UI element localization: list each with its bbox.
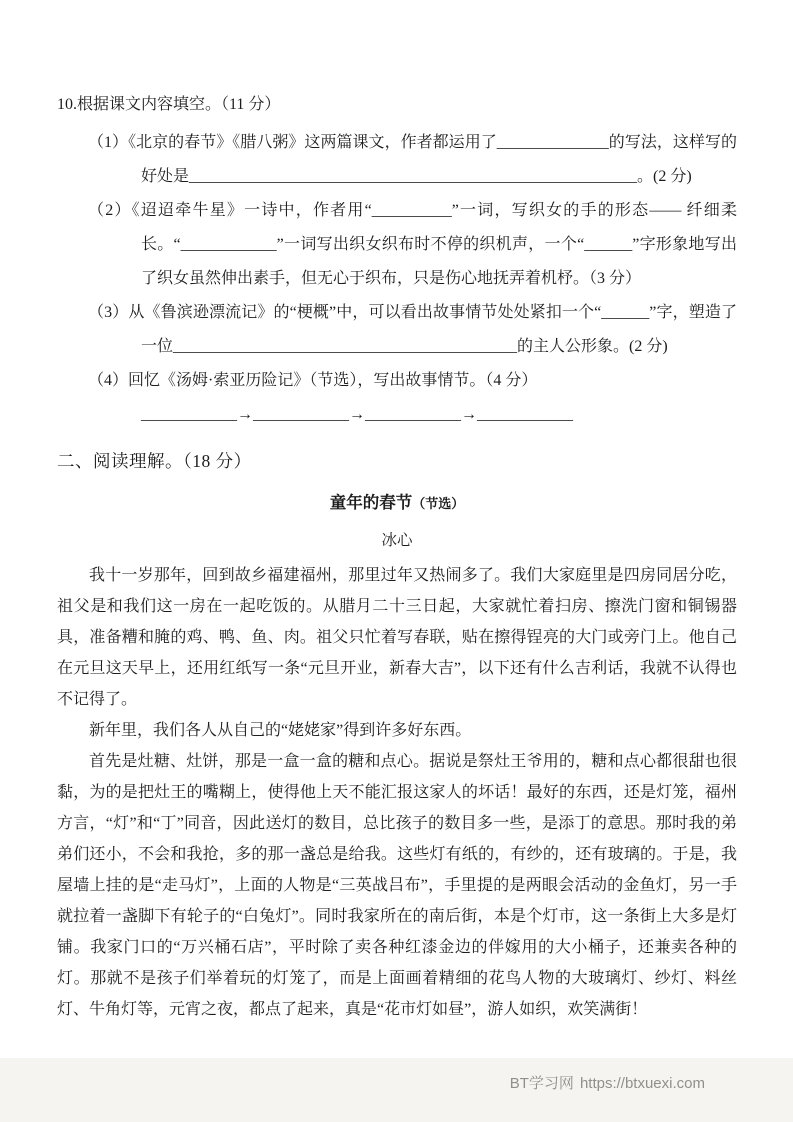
- section-2-header: 二、阅读理解。（18 分）: [57, 451, 252, 471]
- question-10-item-1: （1）《北京的春节》《腊八粥》这两篇课文，作者都运用了______________的写法，这样写的好处是________________________________________________________。(2 分): [88, 134, 737, 185]
- question-10-item-3: （3）从《鲁滨逊漂流记》的“梗概”中，可以看出故事情节处处紧扣一个“______”字，塑造了一位___________________________________________的主人公形象。(2 分): [88, 304, 737, 355]
- reading-title: [57, 488, 737, 519]
- reading-title-text: 童年的春节: [329, 494, 413, 512]
- question-10-block: [57, 88, 737, 432]
- question-10-item-4-answer-blanks: ____________→____________→____________→____________: [141, 406, 573, 423]
- footer-site-name: BT学习网: [509, 1075, 574, 1092]
- reading-paragraph-3: 首先是灶糖、灶饼，那是一盒一盒的糖和点心。据说是祭灶王爷用的，糖和点心都很甜也很黏，为的是把灶王的嘴糊上，使得他上天不能汇报这家人的坏话！最好的东西，还是灯笼，福州方言，“灯”和“丁”同音，因此送灯的数目，总比孩子的数目多一些，是添丁的意思。那时我的弟弟们还小，不会和我抢，多的那一盏总是给我。这些灯有纸的，有纱的，还有玻璃的。于是，我屋墙上挂的是“走马灯”，上面的人物是“三英战吕布”，手里提的是两眼会活动的金鱼灯，另一手就拉着一盏脚下有轮子的“白兔灯”。同时我家所在的南后街，本是个灯市，这一条街上大多是灯铺。我家门口的“万兴桶石店”，平时除了卖各种红漆金边的伴嫁用的大小桶子，还兼卖各种的灯。那就不是孩子们举着玩的灯笼了，而是上面画着精细的花鸟人物的大玻璃灯、纱灯、料丝灯、牛角灯等，元宵之夜，都点了起来，真是“花市灯如昼”，游人如织，欢笑满街！: [57, 753, 737, 1018]
- page-footer: [0, 1058, 793, 1122]
- reading-passage: [57, 560, 737, 1025]
- reading-author: 冰心: [381, 532, 413, 549]
- reading-title-suffix: （节选）: [412, 496, 465, 511]
- question-10-item-2: （2）《迢迢牵牛星》一诗中，作者用“__________”一词，写织女的手的形态—— 纤细柔长。“____________”一词写出织女织布时不停的织机声，一个“______”字形象地写出了织女虽然伸出素手，但无心于织布，只是伤心地抚弄着机杼。（3 分）: [88, 202, 737, 287]
- question-10-header: 10.根据课文内容填空。（11 分）: [57, 96, 281, 113]
- question-10-item-4: （4）回忆《汤姆·索亚历险记》（节选），写出故事情节。（4 分）: [88, 372, 538, 389]
- reading-paragraph-1: 我十一岁那年，回到故乡福建福州，那里过年又热闹多了。我们大家庭里是四房同居分吃，祖父是和我们这一房在一起吃饭的。从腊月二十三日起，大家就忙着扫房、擦洗门窗和铜锡器具，准备糟和腌的鸡、鸭、鱼、肉。祖父只忙着写春联，贴在擦得锃亮的大门或旁门上。他自己在元旦这天早上，还用红纸写一条“元旦开业，新春大吉”，以下还有什么吉利话，我就不认得也不记得了。: [57, 567, 737, 708]
- footer-url: https://btxuexi.com: [579, 1075, 705, 1092]
- reading-paragraph-2: 新年里，我们各人从自己的“姥姥家”得到许多好东西。: [89, 722, 472, 739]
